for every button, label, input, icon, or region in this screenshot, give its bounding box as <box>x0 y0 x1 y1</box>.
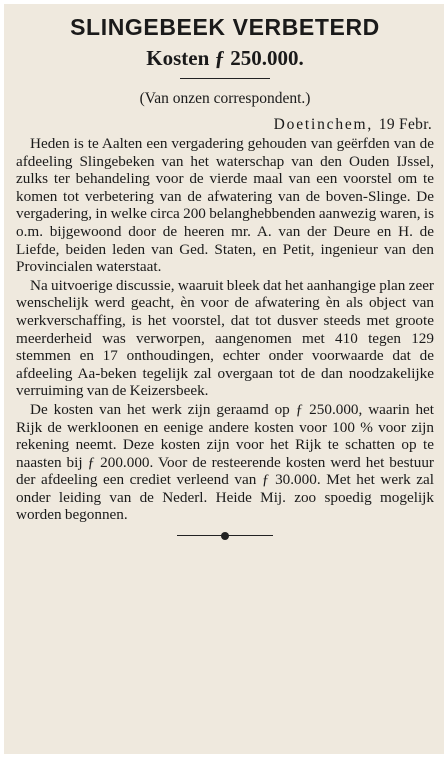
headline: SLINGEBEEK VERBETERD <box>70 14 380 40</box>
dateline <box>16 115 432 135</box>
subheadline: Kosten ƒ 250.000. <box>146 46 304 70</box>
article-paragraph-1: Heden is te Aalten een vergadering gehouden van geërfden van de afdeeling Slingebeken van het waterschap van den Ouden IJssel, zulks ter behandeling voor de vierde maal van een voorstel om te komen tot verbetering van de afwatering van de boven-Slinge. De vergadering, in welke circa 200 belanghebbenden aanwezig waren, is o.m. bijgewoond door de heeren mr. A. van der Deure en H. de Liefde, beiden leden van Ged. Staten, en Petit, ingenieur van den Provincialen waterstaat. <box>16 135 434 276</box>
dateline-date: 19 Febr. <box>378 116 432 133</box>
byline: (Van onzen correspondent.) <box>139 90 311 107</box>
end-ornament <box>177 532 273 540</box>
dateline-place: Doetinchem, <box>273 116 374 133</box>
article-paragraph-3: De kosten van het werk zijn geraamd op ƒ 250.000, waarin het Rijk de werkloonen en eenige andere kosten voor 100 % voor zijn rekening neemt. Deze kosten zijn voor het Rijk te schatten op te naasten bij ƒ 200.000. Voor de resteerende kosten werd het bestuur der afdeeling een crediet verleend van ƒ 30.000. Met het werk zal onder leiding van de Nederl. Heide Mij. zoo spoedig mogelijk worden begonnen. <box>16 400 434 524</box>
end-rule-dot <box>221 532 229 540</box>
article-paragraph-2: Na uitvoerige discussie, waaruit bleek dat het aanhangige plan zeer wenschelijk werd geacht, èn voor de afwatering èn als object van werkverschaffing, is het voorstel, dat tot dusver steeds met groote meerderheid was verworpen, aangenomen met 410 tegen 129 stemmen en 17 onthoudingen, echter onder voorwaarde dat de afdeeling Aa-beken tegelijk zal overgaan tot de dan noodzakelijke verruiming van de Keizersbeek. <box>16 276 434 400</box>
divider-rule <box>180 78 270 79</box>
newspaper-clipping <box>4 4 444 754</box>
